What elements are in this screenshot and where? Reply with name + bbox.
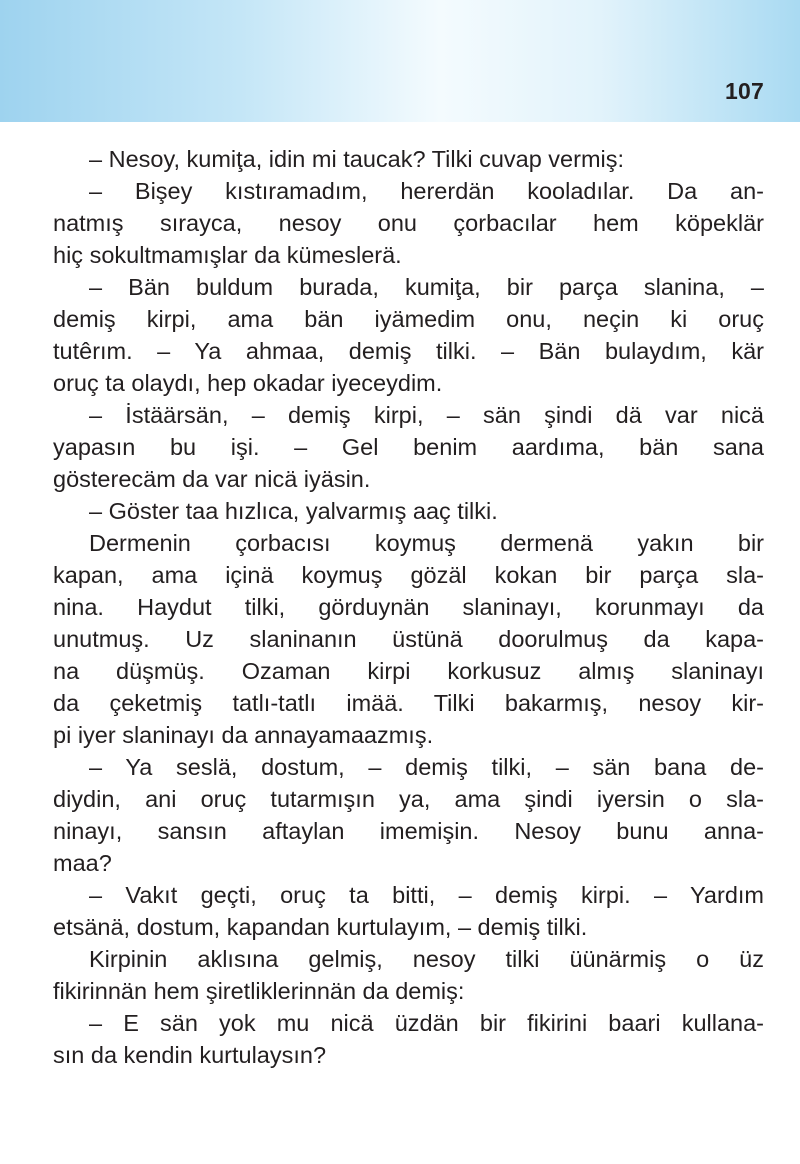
paragraph — [53, 271, 764, 399]
text-line: unutmuş. Uz slaninanın üstünä doorulmuş da kapa- — [53, 626, 764, 652]
text-line: sın da kendin kurtulaysın? — [53, 1042, 327, 1068]
header-band — [0, 0, 800, 122]
text-line: nina. Haydut tilki, görduynän slaninayı, korunmayı da — [53, 594, 764, 620]
paragraph — [53, 943, 764, 1007]
text-line: kapan, ama içinä koymuş gözäl kokan bir parça sla- — [53, 562, 764, 588]
text-line: – Ya seslä, dostum, – demiş tilki, – sän bana de- — [89, 754, 764, 780]
page-number: 107 — [725, 78, 764, 104]
text-line: fikirinnän hem şiretliklerinnän da demiş: — [53, 978, 465, 1004]
paragraph — [53, 495, 764, 527]
text-line: oruç ta olaydı, hep okadar iyeceydim. — [53, 370, 443, 396]
text-line: demiş kirpi, ama bän iyämedim onu, neçin ki oruç — [53, 306, 764, 332]
paragraph — [53, 175, 764, 271]
text-line: ninayı, sansın aftaylan imemişin. Nesoy bunu anna- — [53, 818, 764, 844]
text-line: diydin, ani oruç tutarmışın ya, ama şindi iyersin o sla- — [53, 786, 764, 812]
text-body — [53, 143, 764, 1071]
text-line: – E sän yok mu nicä üzdän bir fikirini baari kullana- — [89, 1010, 764, 1036]
text-line: natmış sırayca, nesoy onu çorbacılar hem köpeklär — [53, 210, 764, 236]
paragraph — [53, 143, 764, 175]
paragraph — [53, 879, 764, 943]
text-line: maa? — [53, 850, 112, 876]
text-line: hiç sokultmamışlar da kümeslerä. — [53, 242, 402, 268]
text-line: yapasın bu işi. – Gel benim aardıma, bän sana — [53, 434, 764, 460]
paragraph — [53, 527, 764, 751]
text-line: Dermenin çorbacısı koymuş dermenä yakın bir — [89, 530, 764, 556]
text-line: – Bän buldum burada, kumiţa, bir parça slanina, – — [89, 274, 764, 300]
text-line: tutêrım. – Ya ahmaa, demiş tilki. – Bän bulaydım, kär — [53, 338, 764, 364]
text-line: etsänä, dostum, kapandan kurtulayım, – demiş tilki. — [53, 914, 588, 940]
text-line: da çeketmiş tatlı-tatlı imää. Tilki bakarmış, nesoy kir- — [53, 690, 764, 716]
text-line: pi iyer slaninayı da annayamaazmış. — [53, 722, 434, 748]
text-line: – İstäärsän, – demiş kirpi, – sän şindi dä var nicä — [89, 402, 764, 428]
paragraph — [53, 751, 764, 879]
text-line: – Göster taa hızlıca, yalvarmış aaç tilki. — [89, 498, 498, 524]
paragraph — [53, 399, 764, 495]
paragraph — [53, 1007, 764, 1071]
text-line: Kirpinin aklısına gelmiş, nesoy tilki üünärmiş o üz — [89, 946, 764, 972]
text-line: – Vakıt geçti, oruç ta bitti, – demiş kirpi. – Yardım — [89, 882, 764, 908]
text-line: – Bişey kıstıramadım, hererdän kooladılar. Da an- — [89, 178, 764, 204]
text-line: na düşmüş. Ozaman kirpi korkusuz almış slaninayı — [53, 658, 764, 684]
text-line: gösterecäm da var nicä iyäsin. — [53, 466, 371, 492]
text-line: – Nesoy, kumiţa, idin mi taucak? Tilki cuvap vermiş: — [89, 146, 625, 172]
